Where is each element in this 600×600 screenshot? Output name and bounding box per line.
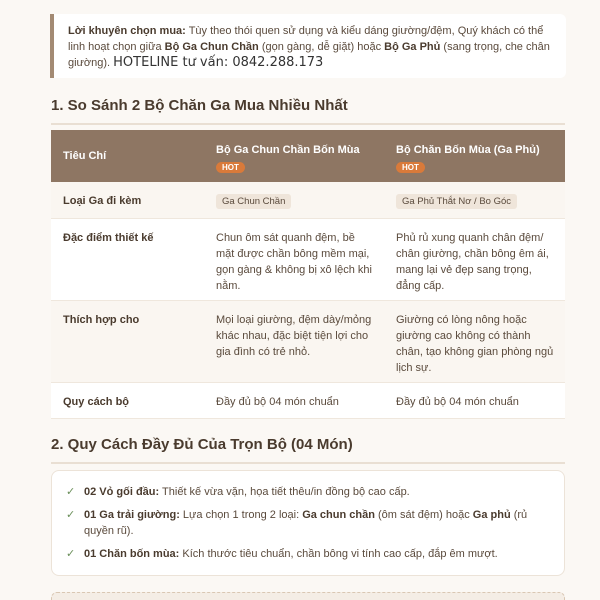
hot-badge: HOT	[396, 162, 425, 173]
spec-item-text: (ôm sát đệm) hoặc	[374, 509, 473, 521]
section-title-compare: 1. So Sánh 2 Bộ Chăn Ga Mua Nhiều Nhất	[51, 97, 565, 125]
row-value-b: Đầy đủ bộ 04 món chuẩn	[386, 382, 565, 418]
list-item	[66, 484, 550, 500]
row-value-b: Phủ rủ xung quanh chân đệm/ chân giường, chần bông êm ái, mang lại vẻ đẹp sang trọng, đẳng cấp.	[386, 218, 565, 300]
table-row	[51, 218, 565, 300]
header-criteria: Tiêu Chí	[51, 130, 206, 182]
row-value-b: Giường có lòng nông hoặc giường cao không có thành chân, tạo không gian phòng ngủ lịch sự.	[386, 300, 565, 382]
table-row	[51, 182, 565, 218]
advice-box	[50, 14, 566, 78]
advice-option-2: Bộ Ga Phủ	[384, 41, 441, 53]
row-criteria: Thích hợp cho	[51, 300, 206, 382]
header-label: Bộ Chăn Bốn Mùa (Ga Phủ)	[396, 144, 540, 156]
table-header-row	[51, 130, 565, 182]
comparison-table	[51, 130, 565, 419]
spec-option-1: Ga chun chần	[302, 509, 375, 521]
spec-item-text: (rủ quyền rũ).	[84, 509, 528, 537]
advice-option-1: Bộ Ga Chun Chần	[164, 41, 259, 53]
list-item	[66, 546, 550, 562]
checkmark-icon: ✓	[66, 548, 76, 560]
spec-item-text: Kích thước tiêu chuẩn, chần bông vi tính cao cấp, đắp êm mượt.	[179, 548, 498, 560]
row-criteria: Đặc điểm thiết kế	[51, 218, 206, 300]
header-product-a	[206, 130, 386, 182]
spec-item-name: 02 Vỏ gối đầu:	[84, 486, 160, 498]
spec-option-2: Ga phủ	[472, 509, 511, 521]
table-row	[51, 382, 565, 418]
spec-item-name: 01 Chăn bốn mùa:	[84, 548, 180, 560]
section-title-spec: 2. Quy Cách Đầy Đủ Của Trọn Bộ (04 Món)	[51, 436, 565, 464]
row-criteria: Loại Ga đi kèm	[51, 182, 206, 218]
checkmark-icon: ✓	[66, 509, 76, 521]
row-value-a: Mọi loại giường, đệm dày/mỏng khác nhau, đặc biệt tiện lợi cho gia đình có trẻ nhỏ.	[206, 300, 386, 382]
hotline-text[interactable]: HOTELINE tư vấn: 0842.288.173	[113, 55, 324, 70]
advice-text-3: (sang trọng, che chân giường).	[68, 41, 550, 69]
spec-list	[51, 470, 565, 576]
header-label: Bộ Ga Chun Chần Bốn Mùa	[216, 144, 360, 156]
row-value-a	[206, 182, 386, 218]
advice-label: Lời khuyên chọn mua:	[68, 25, 186, 37]
spec-item-text: Thiết kế vừa vặn, họa tiết thêu/in đồng bộ cao cấp.	[159, 486, 410, 498]
spec-item-name: 01 Ga trải giường:	[84, 509, 180, 521]
spec-item-text: Lựa chọn 1 trong 2 loại:	[179, 509, 303, 521]
list-item	[66, 507, 550, 539]
row-value-a: Đầy đủ bộ 04 món chuẩn	[206, 382, 386, 418]
header-product-b	[386, 130, 565, 182]
row-criteria: Quy cách bộ	[51, 382, 206, 418]
advice-text-2: (gọn gàng, dễ giặt) hoặc	[258, 41, 385, 53]
table-row	[51, 300, 565, 382]
hot-badge: HOT	[216, 162, 245, 173]
row-value-a: Chun ôm sát quanh đệm, bề mặt được chần bông mềm mại, gọn gàng & không bị xô lệch khi nằm.	[206, 218, 386, 300]
advice-text-1: Tùy theo thói quen sử dụng và kiểu dáng giường/đệm, Quý khách có thể linh hoạt chọn giữa	[68, 25, 544, 53]
checkmark-icon: ✓	[66, 486, 76, 498]
tag-pill: Ga Phủ Thắt Nơ / Bo Góc	[396, 194, 517, 209]
tag-pill: Ga Chun Chần	[216, 194, 291, 209]
next-section-box	[51, 592, 565, 600]
row-value-b	[386, 182, 565, 218]
